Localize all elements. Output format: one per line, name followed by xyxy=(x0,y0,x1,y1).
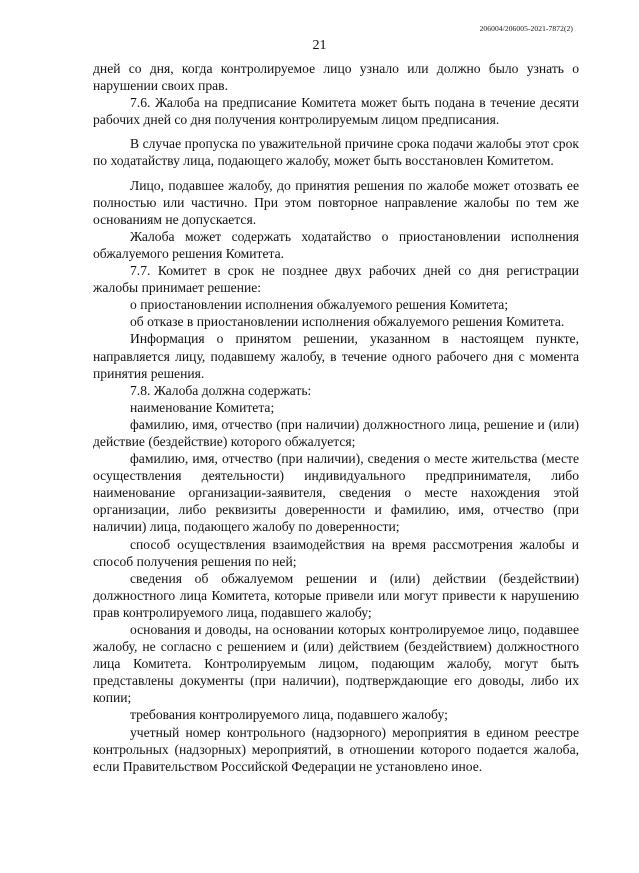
page-number: 21 xyxy=(312,38,327,53)
paragraph: об отказе в приостановлении исполнения обжалуемого решения Комитета. xyxy=(130,314,565,330)
paragraph: В случае пропуска по уважительной причине срока подачи жалобы этот срок по ходатайству лица, подающего жалобу, может быть восстановлен Комитетом. xyxy=(93,136,579,169)
paragraph: 7.8. Жалоба должна содержать: xyxy=(130,382,312,398)
paragraph: основания и доводы, на основании которых контролируемое лицо, подавшее жалобу, не согласно с решением и (или) действием (бездействием) должностного лица Комитета. Контролируемым лицом, подающим жалобу, могут быть представлены документы (при наличии), подтверждающие его доводы, либо их копии; xyxy=(93,622,579,706)
paragraph: фамилию, имя, отчество (при наличии) должностного лица, решение и (или) действие (бездействие) которого обжалуется; xyxy=(93,416,579,449)
paragraph: 7.7. Комитет в срок не позднее двух рабочих дней со дня регистрации жалобы принимает решение: xyxy=(93,263,579,296)
paragraph: требования контролируемого лица, подавшего жалобу; xyxy=(130,707,448,723)
paragraph: сведения об обжалуемом решении и (или) действии (бездействии) должностного лица Комитета, которые привели или могут привести к нарушению прав контролируемого лица, подавшего жалобу; xyxy=(93,570,579,620)
paragraph: наименование Комитета; xyxy=(130,399,275,415)
paragraph: Жалоба может содержать ходатайство о приостановлении исполнения обжалуемого решения Комитета. xyxy=(93,228,579,261)
paragraph: фамилию, имя, отчество (при наличии), сведения о месте жительства (месте осуществления деятельности) индивидуального предпринимателя, либо наименование организации-заявителя, сведения о месте нахождения этой организации, либо реквизиты доверенности и фамилию, имя, отчество (при наличии) лица, подающего жалобу по доверенности; xyxy=(93,451,579,535)
document-body xyxy=(93,60,579,775)
paragraph: дней со дня, когда контролируемое лицо узнало или должно было узнать о нарушении своих прав. xyxy=(93,61,579,94)
paragraph: Информация о принятом решении, указанном в настоящем пункте, направляется лицу, подавшему жалобу, в течение одного рабочего дня с момента принятия решения. xyxy=(93,331,579,381)
paragraph: способ осуществления взаимодействия на время рассмотрения жалобы и способ получения решения по ней; xyxy=(93,536,579,569)
paragraph: 7.6. Жалоба на предписание Комитета может быть подана в течение десяти рабочих дней со дня получения контролируемым лицом предписания. xyxy=(93,95,579,128)
paragraph: о приостановлении исполнения обжалуемого решения Комитета; xyxy=(130,297,509,313)
paragraph: учетный номер контрольного (надзорного) мероприятия в едином реестре контрольных (надзорных) мероприятий, в отношении которого подается жалоба, если Правительством Российской Федерации не установлено иное. xyxy=(93,724,579,774)
paragraph: Лицо, подавшее жалобу, до принятия решения по жалобе может отозвать ее полностью или частично. При этом повторное направление жалобы по тем же основаниям не допускается. xyxy=(93,177,579,227)
document-id: 206004/206005-2021-7872(2) xyxy=(479,24,573,33)
